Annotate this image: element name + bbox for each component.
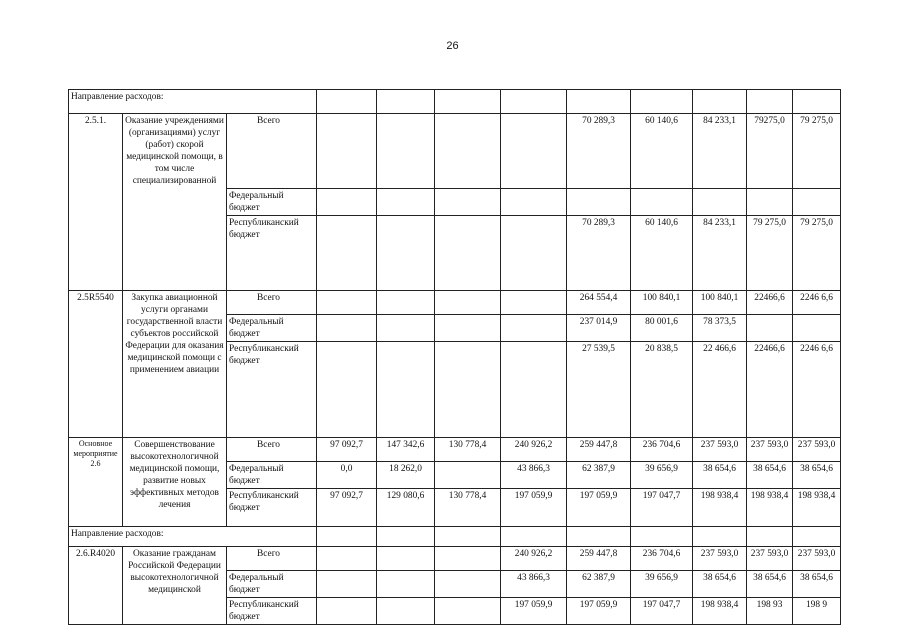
value-cell: 130 778,4 [435,489,501,527]
value-cell: 38 654,6 [693,462,747,489]
value-cell: 79 275,0 [747,216,793,291]
value-cell: 237 593,0 [747,547,793,571]
value-cell: 38 654,6 [693,571,747,598]
value-cell: 259 447,8 [567,547,631,571]
value-cell: 60 140,6 [631,216,693,291]
value-cell [567,189,631,216]
value-cell: 79 275,0 [793,114,841,189]
budget-table [68,89,841,625]
value-cell: 198 938,4 [747,489,793,527]
value-cell: 198 9 [793,598,841,625]
source-label: Всего [227,114,317,189]
value-cell: 237 593,0 [693,438,747,462]
value-cell: 97 092,7 [317,489,377,527]
value-cell: 80 001,6 [631,315,693,342]
value-cell [377,114,435,189]
source-label: Республиканский бюджет [227,342,317,438]
value-cell: 0,0 [317,462,377,489]
value-cell [377,291,435,315]
item-name: Совершенствование высокотехнологичной медицинской помощи, развитие новых эффективных методов лечения [123,438,227,527]
value-cell: 237 593,0 [747,438,793,462]
item-code: 2.5R5540 [69,291,123,438]
value-cell: 147 342,6 [377,438,435,462]
value-cell [435,342,501,438]
source-label: Федеральный бюджет [227,189,317,216]
value-cell [747,189,793,216]
value-cell [435,315,501,342]
value-cell [317,216,377,291]
value-cell: 84 233,1 [693,216,747,291]
page-number: 26 [446,40,459,52]
value-cell [377,547,435,571]
value-cell: 60 140,6 [631,114,693,189]
value-cell [377,189,435,216]
value-cell [435,291,501,315]
value-cell [793,315,841,342]
value-cell: 39 656,9 [631,571,693,598]
value-cell: 38 654,6 [793,462,841,489]
value-cell [317,598,377,625]
value-cell: 237 593,0 [793,547,841,571]
value-cell [317,342,377,438]
value-cell [435,462,501,489]
value-cell [435,571,501,598]
value-cell [501,315,567,342]
value-cell: 100 840,1 [631,291,693,315]
value-cell: 259 447,8 [567,438,631,462]
source-label: Всего [227,291,317,315]
value-cell: 240 926,2 [501,547,567,571]
value-cell [377,216,435,291]
item-code: 2.5.1. [69,114,123,291]
value-cell [317,571,377,598]
value-cell: 62 387,9 [567,571,631,598]
item-code: 2.6.R4020 [69,547,123,625]
section-row [69,90,841,114]
value-cell: 43 866,3 [501,462,567,489]
value-cell [793,189,841,216]
source-label: Федеральный бюджет [227,462,317,489]
value-cell [435,598,501,625]
value-cell: 2246 6,6 [793,291,841,315]
value-cell [377,598,435,625]
value-cell [377,342,435,438]
item-name: Оказание гражданам Российской Федерации высокотехнологичной медицинской [123,547,227,625]
value-cell: 198 938,4 [693,489,747,527]
value-cell: 43 866,3 [501,571,567,598]
value-cell: 198 938,4 [693,598,747,625]
item-name: Оказание учреждениями (организациями) услуг (работ) скорой медицинской помощи, в том числе специализированной [123,114,227,291]
value-cell: 79 275,0 [793,216,841,291]
value-cell [435,547,501,571]
source-label: Республиканский бюджет [227,489,317,527]
value-cell [317,189,377,216]
value-cell: 197 059,9 [501,598,567,625]
item-code: Основное мероприятие 2.6 [69,438,123,527]
value-cell [631,189,693,216]
value-cell: 39 656,9 [631,462,693,489]
value-cell [501,342,567,438]
value-cell: 240 926,2 [501,438,567,462]
value-cell: 197 059,9 [567,489,631,527]
value-cell: 129 080,6 [377,489,435,527]
table-row [69,114,841,189]
value-cell: 197 047,7 [631,598,693,625]
value-cell [317,114,377,189]
section-row [69,527,841,547]
value-cell [317,291,377,315]
value-cell: 198 938,4 [793,489,841,527]
source-label: Всего [227,438,317,462]
value-cell [501,291,567,315]
table-row [69,291,841,315]
table-row [69,438,841,462]
value-cell [317,547,377,571]
item-name: Закупка авиационной услуги органами государственной власти субъектов российской Федерации для оказания медицинской помощи с применением авиации [123,291,227,438]
value-cell: 197 059,9 [567,598,631,625]
value-cell [435,216,501,291]
value-cell: 70 289,3 [567,216,631,291]
value-cell [501,189,567,216]
value-cell: 198 93 [747,598,793,625]
value-cell: 38 654,6 [747,462,793,489]
source-label: Всего [227,547,317,571]
value-cell: 22 466,6 [693,342,747,438]
value-cell: 22466,6 [747,291,793,315]
value-cell: 97 092,7 [317,438,377,462]
value-cell [377,315,435,342]
value-cell: 237 014,9 [567,315,631,342]
value-cell: 78 373,5 [693,315,747,342]
section-label: Направление расходов: [69,527,317,547]
value-cell: 18 262,0 [377,462,435,489]
value-cell [747,315,793,342]
value-cell [501,114,567,189]
value-cell: 38 654,6 [793,571,841,598]
value-cell: 100 840,1 [693,291,747,315]
value-cell [693,189,747,216]
value-cell: 62 387,9 [567,462,631,489]
value-cell: 130 778,4 [435,438,501,462]
value-cell [377,571,435,598]
source-label: Республиканский бюджет [227,216,317,291]
value-cell: 2246 6,6 [793,342,841,438]
source-label: Федеральный бюджет [227,315,317,342]
value-cell: 38 654,6 [747,571,793,598]
value-cell: 27 539,5 [567,342,631,438]
value-cell: 236 704,6 [631,547,693,571]
section-label: Направление расходов: [69,90,317,114]
value-cell: 20 838,5 [631,342,693,438]
value-cell: 197 047,7 [631,489,693,527]
table-row [69,547,841,571]
source-label: Республиканский бюджет [227,598,317,625]
value-cell: 22466,6 [747,342,793,438]
value-cell: 84 233,1 [693,114,747,189]
value-cell: 236 704,6 [631,438,693,462]
value-cell: 264 554,4 [567,291,631,315]
value-cell: 70 289,3 [567,114,631,189]
value-cell: 237 593,0 [793,438,841,462]
value-cell: 197 059,9 [501,489,567,527]
value-cell [501,216,567,291]
value-cell: 237 593,0 [693,547,747,571]
value-cell [435,189,501,216]
source-label: Федеральный бюджет [227,571,317,598]
value-cell [317,315,377,342]
value-cell: 79275,0 [747,114,793,189]
value-cell [435,114,501,189]
